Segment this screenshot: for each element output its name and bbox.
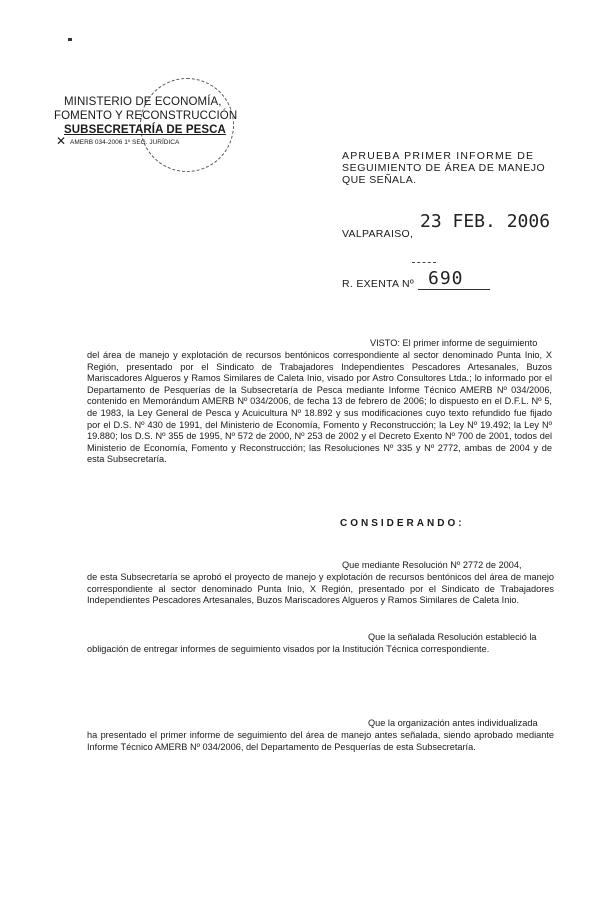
considerando-1-paragraph: de esta Subsecretaría se aprobó el proyecto de manejo y explotación de recursos bentónicos del área de manejo correspondiente al sector denominado Punta Inio, X Región, presentado por el Sindicato de Trabajadores Independientes Pescadores Artesanales, Buzos Mariscadores Algueros y Ramos Similares de Caleta Inio.	[87, 572, 554, 606]
exenta-number: 690	[428, 268, 464, 289]
place-label: VALPARAISO,	[342, 228, 414, 240]
reference-code: AMERB 034-2006 1º SEG. JURÍDICA	[70, 139, 180, 146]
considerando-1-first-line: Que mediante Resolución Nº 2772 de 2004,	[342, 560, 522, 570]
subject-line-1: APRUEBA PRIMER INFORME DE	[342, 150, 535, 162]
subject-line-2: SEGUIMIENTO DE ÁREA DE MANEJO	[342, 162, 546, 174]
considerando-2-first-line: Que la señalada Resolución estableció la	[368, 632, 537, 642]
visto-first-line: VISTO: El primer informe de seguimiento	[370, 338, 538, 348]
dash-mark	[412, 262, 436, 264]
considerando-3-paragraph: ha presentado el primer informe de seguimiento del área de manejo antes señalada, siendo aprobado mediante Informe Técnico AMERB Nº 034/2006, del Departamento de Pesquerías de esta Subsecretaría.	[87, 730, 554, 752]
subsecretaria-line: SUBSECRETARÍA DE PESCA	[64, 124, 226, 136]
exenta-underline	[418, 289, 490, 290]
date-stamp: 23 FEB. 2006	[420, 211, 551, 232]
subject-line-3: QUE SEÑALA.	[342, 174, 417, 186]
ministry-line-2: FOMENTO Y RECONSTRUCCIÓN	[54, 110, 238, 122]
considerando-3-first-line: Que la organización antes individualizada	[368, 718, 538, 728]
considerando-2-paragraph: obligación de entregar informes de seguimiento visados por la Institución Técnica correspondiente.	[87, 644, 490, 654]
star-mark-icon: ✕	[56, 134, 67, 148]
considerando-heading: CONSIDERANDO:	[340, 518, 465, 529]
exenta-label: R. EXENTA Nº	[342, 278, 415, 290]
visto-paragraph: del área de manejo y explotación de recursos bentónicos correspondiente al sector denominado Punta Inio, X Región, presentado por el Sindicato de Trabajadores Independientes Pescadores Artesanales, Buzos Mariscadores Algueros y Ramos Similares de Caleta Inio, visado por Astro Consultores Ltda.; lo informado por el Departamento de Pesquerías de la Subsecretaría de Pesca mediante Informe Técnico AMERB Nº 034/2006, contenido en Memorándum AMERB Nº 034/2006, de fecha 13 de febrero de 2006; lo dispuesto en el D.F.L. Nº 5, de 1983, la Ley General de Pesca y Acuicultura Nº 18.892 y sus modificaciones cuyo texto refundido fue fijado por el D.S. Nº 430 de 1991, del Ministerio de Economía, Fomento y Reconstrucción; la Ley Nº 19.492; la Ley Nº 19.880; los D.S. Nº 355 de 1995, Nº 572 de 2000, Nº 253 de 2002 y el Decreto Exento Nº 700 de 2001, todos del Ministerio de Economía, Fomento y Reconstrucción; las Resoluciones Nº 335 y Nº 2772, ambas de 2004 y de esta Subsecretaría.	[87, 350, 552, 465]
scan-mark	[68, 38, 72, 41]
ministry-line-1: MINISTERIO DE ECONOMÍA,	[64, 96, 222, 108]
